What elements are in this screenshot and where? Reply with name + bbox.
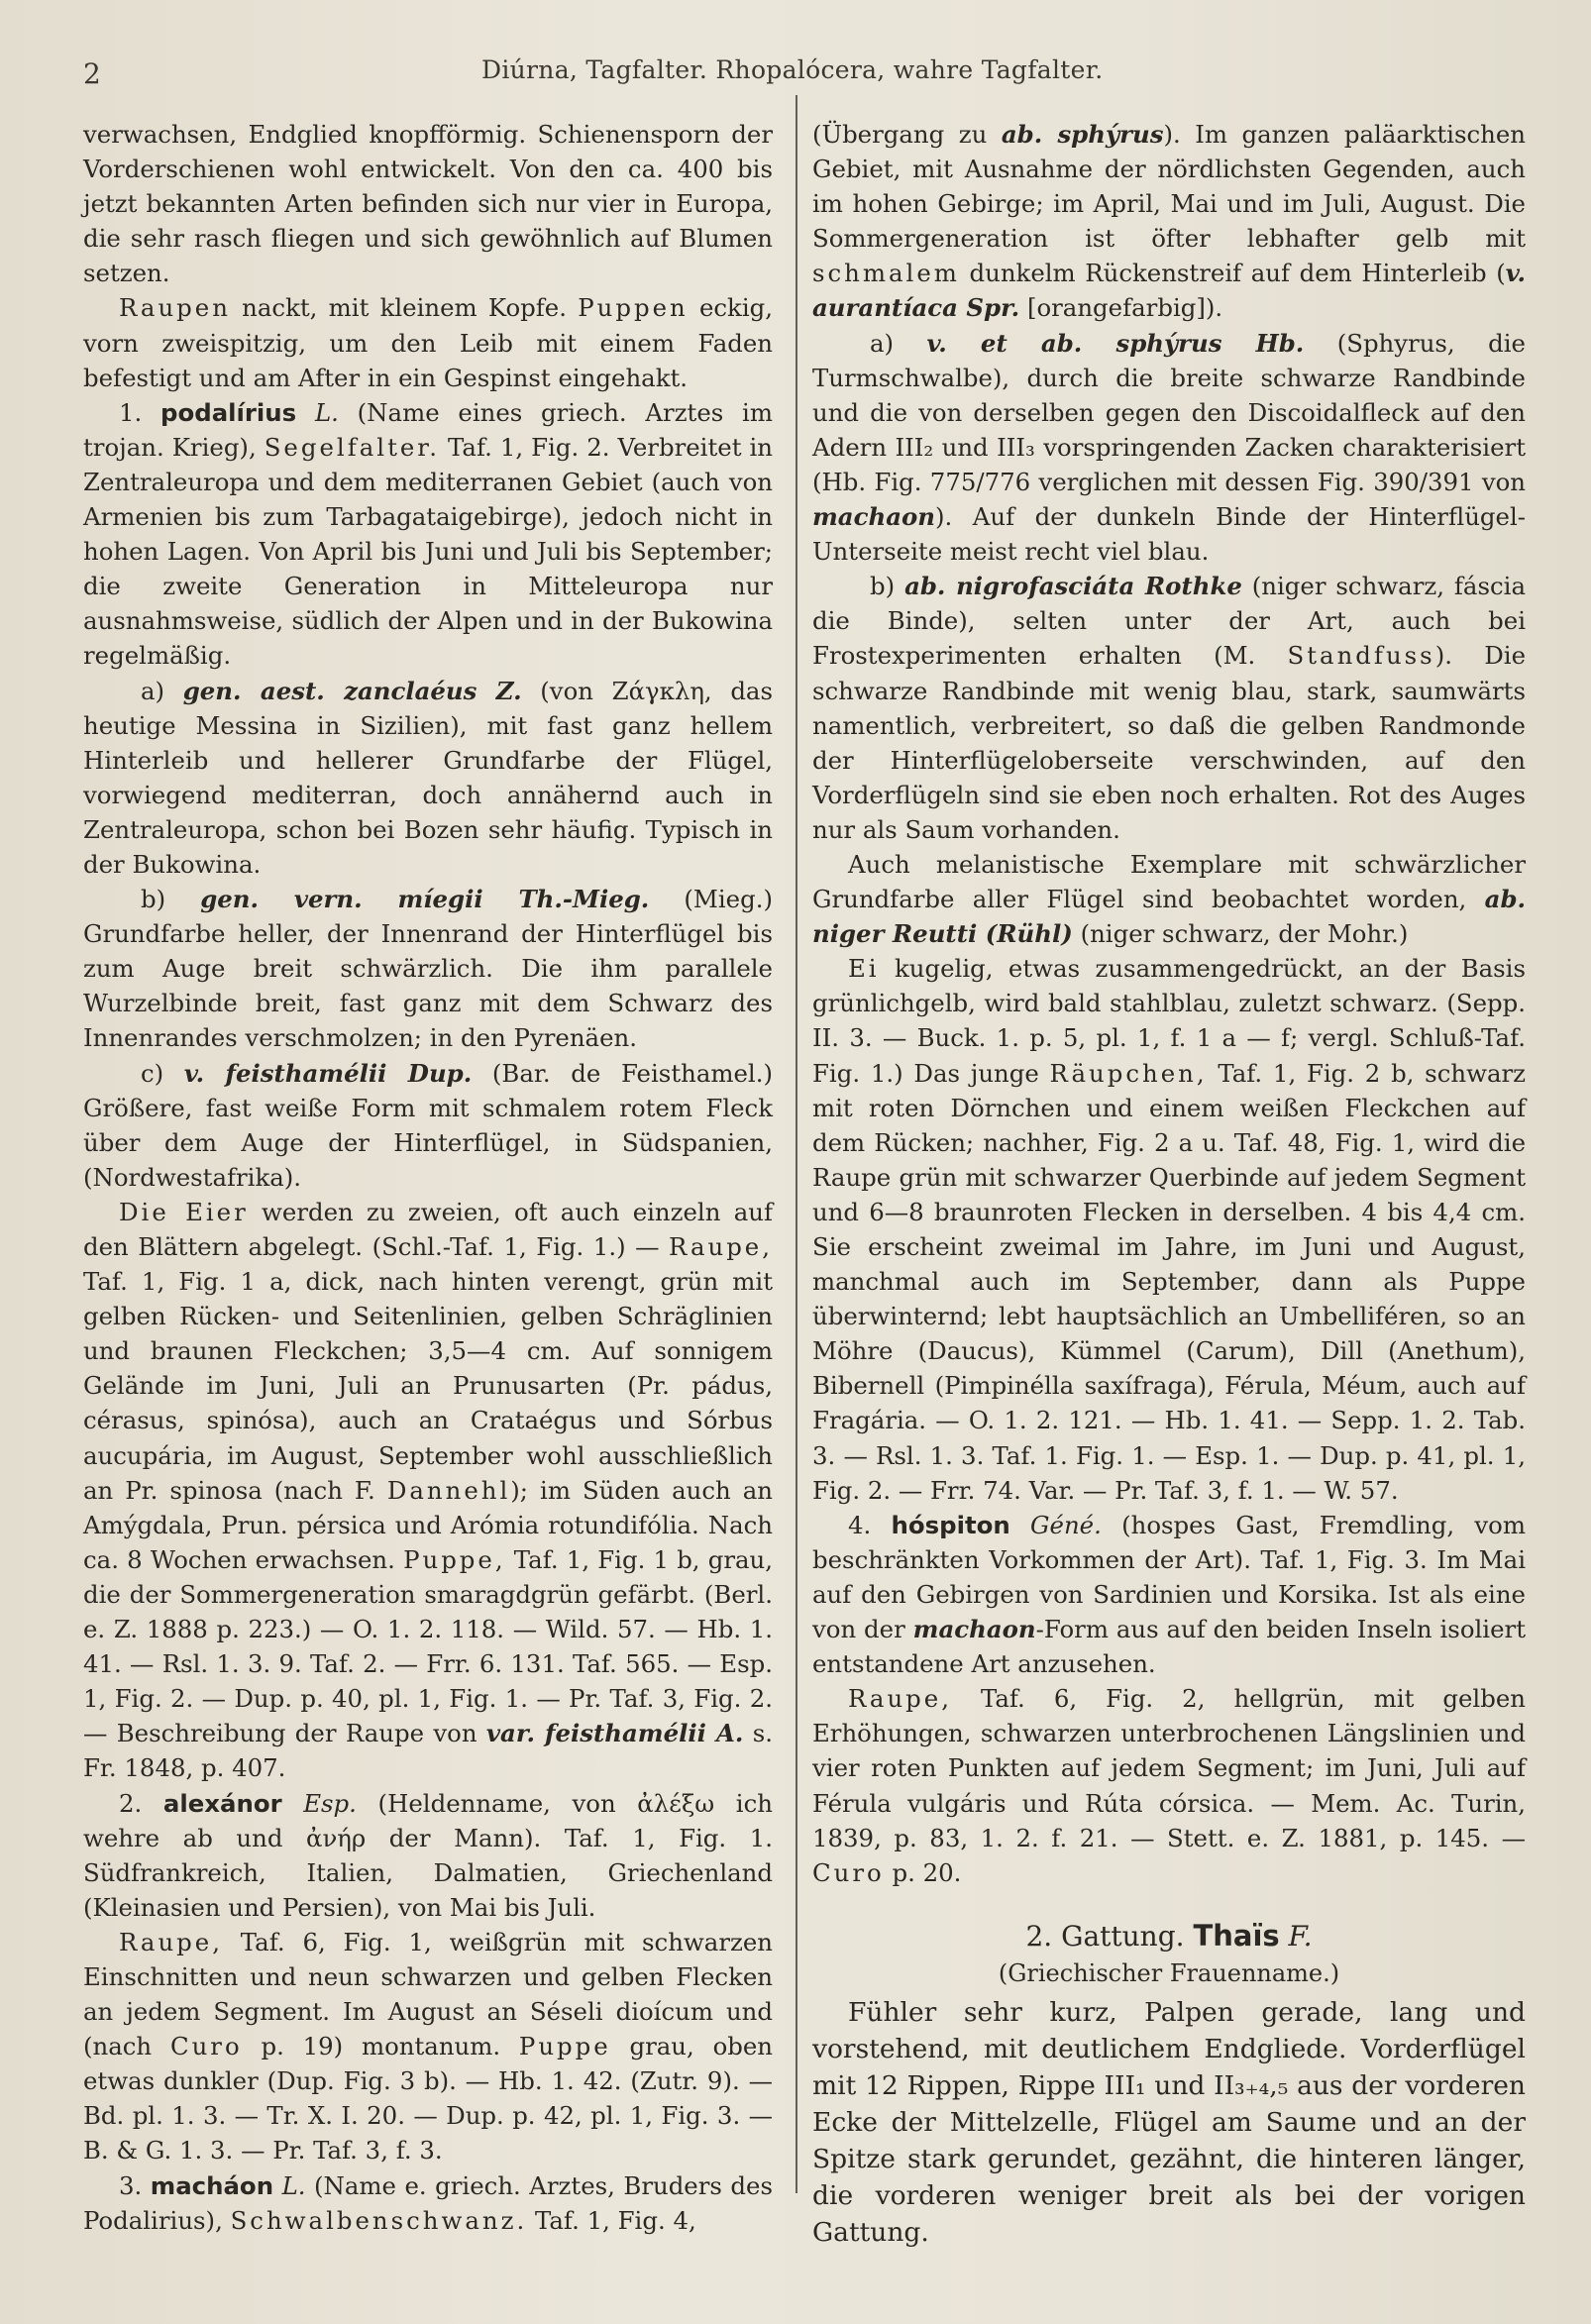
text-fragment: (Heldenname, von ἀλέξω ich wehre ab und ἀνήρ der Mann). Taf. 1, Fig. 1. Südfrankreich, Italien, Dalmatien, Griechenland (Kleinasien und Persien), von Mai bis Juli. — [83, 1788, 773, 1922]
term-eier: Die Eier — [119, 1197, 249, 1226]
running-head: Diúrna, Tagfalter. Rhopalócera, wahre Tagfalter. — [481, 55, 1104, 84]
species-entry-podalirius — [83, 395, 773, 674]
species-entry-alexanor — [83, 1786, 773, 1925]
text-fragment: p. 20. — [884, 1857, 962, 1887]
species-number: 3. — [119, 2170, 143, 2200]
text-fragment: (von Ζάγκλη, das heutige Messina in Sizilien), mit fast ganz hellem Hinterleib und hellerer Grundfarbe der Flügel, vorwiegend mediterran, doch annähernd auch in Zentraleuropa, schon bei Bozen sehr häufig. Typisch in der Bukowina. — [83, 676, 773, 879]
text-fragment: Taf. 1, Fig. 4, — [527, 2205, 696, 2235]
genus-heading — [812, 1916, 1526, 1956]
paragraph-genus-description: Fühler sehr kurz, Palpen gerade, lang und vorstehend, mit deutlichem Endgliede. Vorderflügel mit 12 Rippen, Rippe III₁ und II₃₊₄,₅ aus der vorderen Ecke der Mittelzelle, Flügel am Saume und an der Spitze stark gerundet, gezähnt, die hinteren länger, die vorderen weniger breit als bei der vorigen Gattung. — [812, 1996, 1526, 2248]
page-number: 2 — [83, 57, 101, 90]
text-fragment: (Bar. de Feisthamel.) Größere, fast weiße Form mit schmalem rotem Fleck über dem Auge der Hinterflügel, in Südspanien, (Nordwestafrika). — [83, 1058, 773, 1192]
text-fragment: ). Im ganzen paläarktischen Gebiet, mit Ausnahme der nördlichsten Gegenden, auch im hohen Gebirge; im April, Mai und im Juli, August. Die Sommergeneration ist öfter lebhafter gelb mit — [812, 120, 1526, 254]
term-ei: Ei — [848, 954, 880, 984]
text-fragment: (Übergang zu — [812, 120, 1002, 149]
genus-prefix: 2. Gattung. — [1025, 1919, 1194, 1953]
text-fragment: (hospes Gast, Fremdling, vom beschränkten Vorkommen der Art). Taf. 1, Fig. 3. Im Mai auf den Gebirgen von Sardinien und Korsika. Ist als eine von der — [812, 1510, 1526, 1644]
text-fragment: dunkelm Rückenstreif auf dem Hinterleib ( — [959, 259, 1506, 288]
paragraph-alexanor-raupe — [83, 1925, 773, 2168]
species-number: 1. — [119, 397, 143, 427]
species-number: 2. — [119, 1788, 143, 1818]
right-column — [812, 117, 1526, 2248]
paragraph-intro: verwachsen, Endglied knopfförmig. Schienensporn der Vorderschienen wohl entwickelt. Von den ca. 400 bis jetzt bekannten Arten befinden sich nur vier in Europa, die sehr rasch fliegen und sich gewöhnlich auf Blumen setzen. — [83, 120, 773, 288]
author-name: Curo — [169, 2032, 243, 2061]
text-fragment: (Sphyrus, die Turmschwalbe), durch die breite schwarze Randbinde und die von derselben gegen den Discoidalfleck auf den Adern III₂ und III₃ vorspringenden Zacken charakterisiert (Hb. Fig. 775/776 verglichen mit dessen Fig. 390/391 von — [812, 328, 1526, 496]
term-raupe: Raupe, — [848, 1684, 952, 1714]
text-fragment: Taf. 6, Fig. 2, hellgrün, mit gelben Erhöhungen, schwarzen unterbrochenen Längslinien und vier roten Punkten auf jedem Segment; im Juni, Juli auf Férula vulgáris und Rúta córsica. — Mem. Ac. Turin, 1839, p. 83, 1. 2. f. 21. — Stett. e. Z. 1881, p. 145. — — [812, 1684, 1526, 1852]
emphasis-text: schmalem — [812, 259, 960, 288]
genus-name: Thaïs — [1193, 1918, 1280, 1953]
paragraph-melanistic — [812, 847, 1526, 951]
author-name: Curo — [812, 1857, 885, 1887]
subform-label: c) — [141, 1058, 164, 1088]
variety-name: var. feisthamélii A. — [485, 1719, 744, 1748]
species-author: Esp. — [303, 1788, 357, 1818]
common-name: Segelfalter. — [264, 432, 441, 462]
subform-c — [83, 1056, 773, 1195]
species-author: L. — [281, 2170, 306, 2200]
term-raupe: Raupe, — [119, 1927, 223, 1956]
text-fragment: werden zu zweien, oft auch einzeln auf den Blättern abgelegt. (Schl.-Taf. 1, Fig. 1.) — — [83, 1197, 773, 1261]
text-fragment: nackt, mit kleinem Kopfe. — [230, 293, 579, 323]
text-fragment: (Mieg.) Grundfarbe heller, der Innenrand der Hinterflügel bis zum Auge breit schwärzlich. Die ihm parallele Wurzelbinde breit, fast ganz mit dem Schwarz des Innenrandes verschmolzen; in den Pyrenäen. — [83, 885, 773, 1053]
text-fragment: Taf. 6, Fig. 1, weißgrün mit schwarzen Einschnitten und neun schwarzen und gelben Flecken an jedem Segment. Im August an Séseli dioícum und (nach — [83, 1927, 773, 2061]
subform-label: a) — [870, 328, 895, 358]
subform-name: v. feisthamélii Dup. — [183, 1058, 473, 1088]
paragraph-hospiton-raupe — [812, 1681, 1526, 1890]
left-column — [83, 117, 774, 2235]
author-name: Dannehl — [386, 1475, 511, 1505]
genus-author: F. — [1279, 1919, 1313, 1953]
paragraph-machaon-continued — [812, 117, 1526, 326]
subform-name: v. et ab. sphýrus Hb. — [926, 328, 1305, 358]
species-author: Géné. — [1030, 1510, 1102, 1539]
subform-a — [812, 326, 1526, 570]
text-fragment: Taf. 1, Fig. 1 a, dick, nach hinten verengt, grün mit gelben Rücken- und Seitenlinien, gelben Schräglinien und braunen Fleckchen; 3,5—4 cm. Auf sonnigem Gelände im Juni, Juli an Prunusarten (Pr. pádus, cérasus, spinósa), auch an Crataégus und Sórbus aucupária, im August, September wohl ausschließlich an Pr. spinosa (nach F. — [83, 1267, 773, 1505]
term-puppe: Puppe — [518, 2032, 611, 2061]
term-raeupchen: Räupchen, — [1049, 1058, 1208, 1088]
term-raupen: Raupen — [119, 293, 231, 323]
species-name: macháon — [150, 2170, 274, 2200]
text-fragment: grau, oben etwas dunkler (Dup. Fig. 3 b). — Hb. 1. 42. (Zutr. 9). — Bd. pl. 1. 3. — Tr. X. I. 20. — Dup. p. 42, pl. 1, Fig. 3. — B. & G. 1. 3. — Pr. Taf. 3, f. 3. — [83, 2032, 774, 2166]
author-name: Standfuss — [1287, 641, 1435, 671]
paragraph-ei — [812, 951, 1526, 1508]
subform-name: ab. nigrofasciáta Rothke — [904, 572, 1242, 601]
column-divider — [796, 95, 797, 2193]
paragraph-eier — [83, 1195, 773, 1786]
page-header — [83, 52, 1532, 91]
species-reference: machaon — [812, 502, 936, 532]
text-fragment: s. Fr. 1848, p. 407. — [83, 1719, 773, 1783]
species-author: L. — [314, 397, 339, 427]
text-fragment: (niger schwarz, der Mohr.) — [1072, 919, 1409, 949]
text-fragment: Taf. 1, Fig. 1 b, grau, die der Sommergeneration smaragdgrün gefärbt. (Berl. e. Z. 1888 p. 223.) — O. 1. 2. 118. — Wild. 57. — Hb. 1. 41. — Rsl. 1. 3. 9. Taf. 2. — Frr. 6. 131. Taf. 565. — Esp. 1, Fig. 2. — Dup. p. 40, pl. 1, Fig. 1. — Pr. Taf. 3, Fig. 2. — Beschreibung der Raupe von — [83, 1544, 774, 1748]
subform-b — [812, 569, 1526, 847]
subform-label: b) — [870, 572, 896, 601]
text-fragment: kugelig, etwas zusammengedrückt, an der Basis grünlichgelb, wird bald stahlblau, zuletzt schwarz. (Sepp. II. 3. — Buck. 1. p. 5, pl. 1, f. 1 a — f; vergl. Schluß-Taf. Fig. 1.) Das junge — [812, 954, 1526, 1088]
species-reference: machaon — [912, 1615, 1036, 1644]
subform-b — [83, 882, 773, 1055]
species-entry-machaon — [83, 2168, 773, 2238]
text-fragment: -Form aus auf den beiden Inseln isoliert entstandene Art anzusehen. — [812, 1615, 1526, 1679]
text-fragment: Taf. 1, Fig. 2. Verbreitet in Zentraleuropa und dem mediterranen Gebiet (auch von Armenien bis zum Tarbagataigebirge), jedoch nicht in hohen Lagen. Von April bis Juni und Juli bis September; die zweite Generation in Mitteleuropa nur ausnahmsweise, südlich der Alpen und in der Bukowina regelmäßig. — [83, 432, 773, 671]
species-entry-hospiton — [812, 1508, 1526, 1681]
term-puppe: Puppe, — [403, 1544, 506, 1574]
text-fragment: (Name e. griech. Arztes, Bruders des Podalirius), — [83, 2170, 773, 2235]
term-puppen: Puppen — [578, 293, 689, 323]
text-fragment: Auch melanistische Exemplare mit schwärzlicher Grundfarbe aller Flügel sind beobachtet worden, — [812, 849, 1526, 914]
subform-a — [83, 674, 773, 883]
variety-name: v. aurantíaca Spr. — [812, 259, 1526, 323]
text-fragment: ). Auf der dunkeln Binde der Hinterflügel-Unterseite meist recht viel blau. — [812, 502, 1526, 567]
text-fragment: (Name eines griech. Arztes im trojan. Krieg), — [83, 397, 773, 462]
species-name: alexánor — [162, 1788, 282, 1818]
species-name: podalírius — [160, 397, 297, 427]
text-fragment: [orangefarbig]). — [1019, 293, 1223, 323]
subform-label: a) — [141, 676, 165, 705]
text-fragment: ). Die schwarze Randbinde mit wenig blau, stark, saumwärts namentlich, verbreitert, so daß die gelben Randmonde der Hinterflügeloberseite verschwinden, auf den Vorderflügeln sind sie eben noch erhalten. Rot des Auges nur als Saum vorhanden. — [812, 641, 1526, 844]
text-fragment: Taf. 1, Fig. 2 b, schwarz mit roten Dörnchen und einem weißen Fleckchen auf dem Rücken; nachher, Fig. 2 a u. Taf. 48, Fig. 1, wird die Raupe grün mit schwarzer Querbinde auf jedem Segment und 6—8 braunroten Flecken in derselben. 4 bis 4,4 cm. Sie erscheint zweimal im Jahre, im Juni und August, manchmal auch im September, dann als Puppe überwinternd; lebt hauptsächlich an Umbelliféren, so an Möhre (Daucus), Kümmel (Carum), Dill (Anethum), Bibernell (Pimpinélla saxífraga), Férula, Méum, auch auf Fragária. — O. 1. 2. 121. — Hb. 1. 41. — Sepp. 1. 2. Tab. 3. — Rsl. 1. 3. Taf. 1. Fig. 1. — Esp. 1. — Dup. p. 41, pl. 1, Fig. 2. — Frr. 74. Var. — Pr. Taf. 3, f. 1. — W. 57. — [812, 1058, 1526, 1505]
species-name: hóspiton — [891, 1510, 1010, 1539]
subform-name: gen. vern. míegii Th.-Mieg. — [200, 885, 650, 914]
species-number: 4. — [848, 1510, 872, 1539]
text-fragment: ); im Süden auch an Amýgdala, Prun. pérsica und Arómia rotundifólia. Nach ca. 8 Wochen erwachsen. — [83, 1475, 773, 1574]
aberration-name: ab. niger Reutti (Rühl) — [812, 885, 1526, 949]
aberration-name: ab. sphýrus — [1001, 120, 1164, 149]
genus-subtitle: (Griechischer Frauenname.) — [998, 1958, 1340, 1987]
text-fragment: eckig, vorn zweispitzig, um den Leib mit einem Faden befestigt und am After in ein Gespinst eingehakt. — [83, 293, 774, 392]
common-name: Schwalbenschwanz. — [230, 2205, 528, 2235]
subform-name: gen. aest. zanclaéus Z. — [182, 676, 522, 705]
text-fragment: p. 19) montanum. — [242, 2032, 519, 2061]
subform-label: b) — [141, 885, 166, 914]
text-fragment: (niger schwarz, fáscia die Binde), selten unter der Art, auch bei Frostexperimenten erhalten (M. — [812, 572, 1526, 671]
paragraph-raupen — [83, 290, 773, 394]
term-raupe: Raupe, — [669, 1232, 773, 1261]
